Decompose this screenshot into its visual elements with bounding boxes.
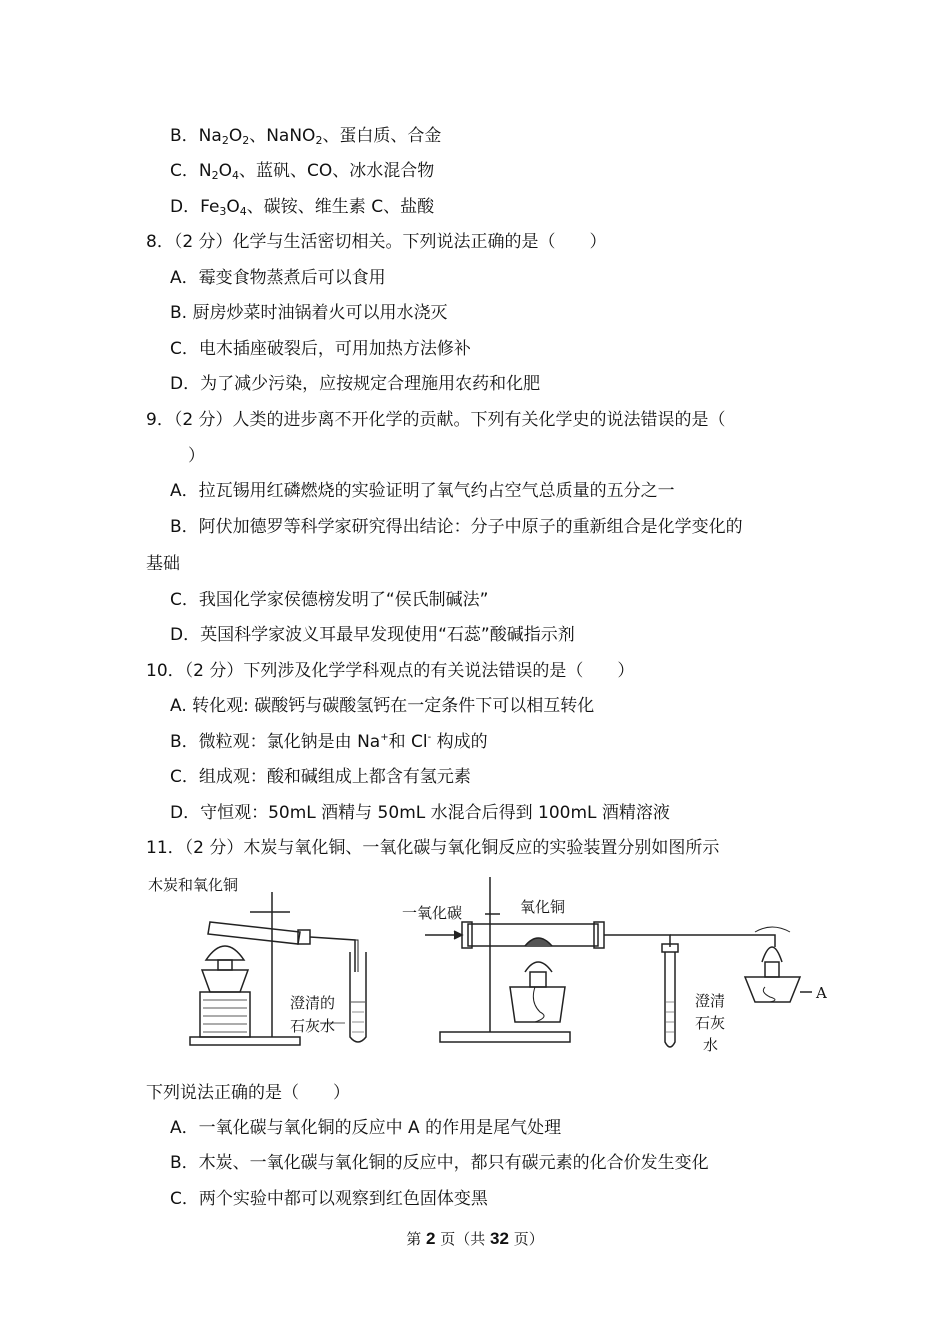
q10-option-b: B．微粒观：氯化钠是由 Na+和 Cl- 构成的 [170,732,488,752]
label-a: A [816,984,827,1002]
q10-option-c: C．组成观：酸和碱组成上都含有氢元素 [170,767,471,787]
label-limewater-right-3: 水 [703,1036,719,1054]
q9-option-b-cont: 基础 [146,554,180,574]
q11-stem: 11．（2 分）木炭与氧化铜、一氧化碳与氧化铜反应的实验装置分别如图所示 [146,838,720,858]
label-limewater-right-2: 石灰 [695,1014,726,1032]
q11-option-b: B．木炭、一氧化碳与氧化铜的反应中，都只有碳元素的化合价发生变化 [170,1153,709,1173]
q8-option-c: C．电木插座破裂后，可用加热方法修补 [170,339,471,359]
q8-option-d: D．为了减少污染，应按规定合理施用农药和化肥 [170,374,541,394]
q11-option-a: A．一氧化碳与氧化铜的反应中 A 的作用是尾气处理 [170,1118,562,1138]
q7-option-c: C．$N_2O_4$、蓝矾、CO、冰水混合物 [170,161,435,182]
label-co: 一氧化碳 [402,904,463,922]
q8-stem: 8．（2 分）化学与生活密切相关。下列说法正确的是（ ） [146,232,607,252]
q10-stem: 10．（2 分）下列涉及化学学科观点的有关说法错误的是（ ） [146,661,635,681]
label-limewater-left-1: 澄清的 [290,994,336,1012]
q11-option-c: C．两个实验中都可以观察到红色固体变黑 [170,1189,488,1209]
page-footer: 第 2 页（共 32 页） [406,1229,544,1248]
q8-option-b: B. 厨房炒菜时油锅着火可以用水浇灭 [170,303,448,323]
q9-option-a: A．拉瓦锡用红磷燃烧的实验证明了氧气约占空气总质量的五分之一 [170,481,675,501]
q9-option-b: B．阿伏加德罗等科学家研究得出结论：分子中原子的重新组合是化学变化的 [170,517,743,537]
q9-option-c: C．我国化学家侯德榜发明了“侯氏制碱法” [170,590,489,610]
q10-option-d: D．守恒观：50mL 酒精与 50mL 水混合后得到 100mL 酒精溶液 [170,803,670,823]
q7-option-d: D．$Fe_3O_4$、碳铵、维生素 C、盐酸 [170,197,435,218]
label-limewater-right-1: 澄清 [695,992,726,1010]
apparatus-drawing [140,872,840,1062]
label-cuo: 氧化铜 [520,898,566,916]
q7-option-b: B．$Na_2O_2$、NaNO$_2$、蛋白质、合金 [170,126,442,147]
q9-stem-cont: ） [188,446,205,466]
q9-option-d: D．英国科学家波义耳最早发现使用“石蕊”酸碱指示剂 [170,625,575,645]
q10-option-a: A. 转化观: 碳酸钙与碳酸氢钙在一定条件下可以相互转化 [170,696,595,716]
q8-option-a: A．霉变食物蒸煮后可以食用 [170,268,386,288]
label-charcoal-cuo: 木炭和氧化铜 [148,876,239,894]
q9-stem: 9．（2 分）人类的进步离不开化学的贡献。下列有关化学史的说法错误的是（ [146,410,726,430]
q11-apparatus-figure [140,872,840,1062]
label-limewater-left-2: 石灰水 [290,1017,336,1035]
q11-after: 下列说法正确的是（ ） [146,1083,350,1103]
